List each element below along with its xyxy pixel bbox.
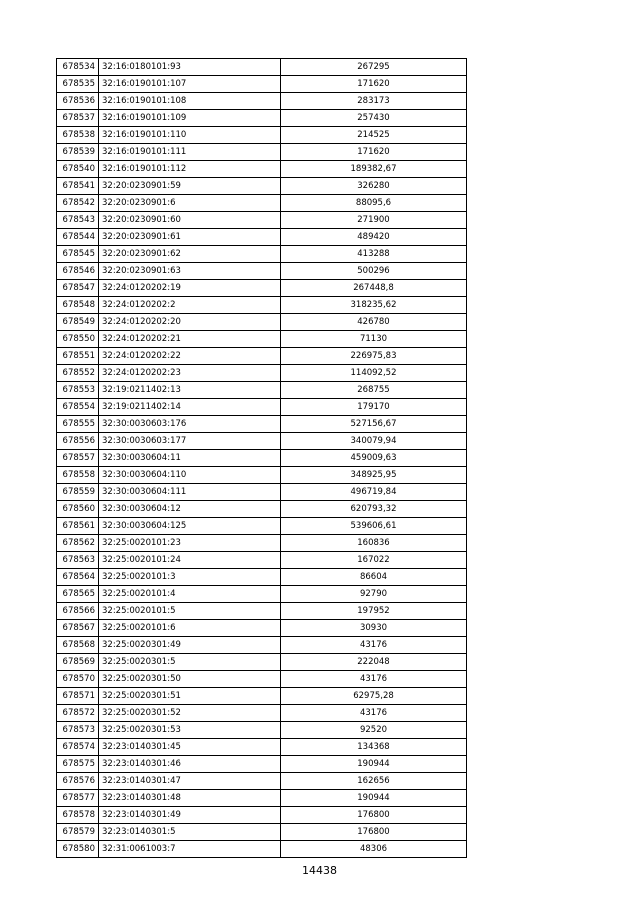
row-id-cell: 678547 [57,280,99,297]
value-cell: 326280 [281,178,467,195]
row-id-cell: 678558 [57,467,99,484]
value-cell: 162656 [281,773,467,790]
row-id-cell: 678534 [57,59,99,76]
row-id-cell: 678571 [57,688,99,705]
cadastral-number-cell: 32:30:0030604:11 [99,450,281,467]
value-cell: 340079,94 [281,433,467,450]
table-row [57,59,467,76]
value-cell: 92520 [281,722,467,739]
value-cell: 620793,32 [281,501,467,518]
table-row [57,773,467,790]
row-id-cell: 678568 [57,637,99,654]
table-row [57,535,467,552]
value-cell: 413288 [281,246,467,263]
cadastral-number-cell: 32:20:0230901:59 [99,178,281,195]
value-cell: 283173 [281,93,467,110]
cadastral-number-cell: 32:23:0140301:48 [99,790,281,807]
table-row [57,365,467,382]
row-id-cell: 678550 [57,331,99,348]
value-cell: 226975,83 [281,348,467,365]
table-row [57,229,467,246]
registry-table-body [57,59,467,858]
table-row [57,297,467,314]
cadastral-number-cell: 32:24:0120202:23 [99,365,281,382]
table-row [57,314,467,331]
table-row [57,518,467,535]
cadastral-number-cell: 32:20:0230901:6 [99,195,281,212]
row-id-cell: 678576 [57,773,99,790]
row-id-cell: 678555 [57,416,99,433]
row-id-cell: 678573 [57,722,99,739]
table-row [57,756,467,773]
table-row [57,705,467,722]
value-cell: 426780 [281,314,467,331]
row-id-cell: 678541 [57,178,99,195]
value-cell: 459009,63 [281,450,467,467]
cadastral-number-cell: 32:20:0230901:62 [99,246,281,263]
row-id-cell: 678570 [57,671,99,688]
cadastral-number-cell: 32:23:0140301:45 [99,739,281,756]
value-cell: 114092,52 [281,365,467,382]
table-row [57,161,467,178]
cadastral-number-cell: 32:20:0230901:60 [99,212,281,229]
table-row [57,127,467,144]
cadastral-number-cell: 32:23:0140301:47 [99,773,281,790]
row-id-cell: 678565 [57,586,99,603]
row-id-cell: 678562 [57,535,99,552]
registry-table [56,58,467,858]
row-id-cell: 678543 [57,212,99,229]
value-cell: 539606,61 [281,518,467,535]
value-cell: 214525 [281,127,467,144]
row-id-cell: 678575 [57,756,99,773]
table-row [57,467,467,484]
row-id-cell: 678544 [57,229,99,246]
cadastral-number-cell: 32:30:0030604:125 [99,518,281,535]
value-cell: 86604 [281,569,467,586]
table-row [57,331,467,348]
value-cell: 268755 [281,382,467,399]
value-cell: 30930 [281,620,467,637]
value-cell: 318235,62 [281,297,467,314]
cadastral-number-cell: 32:31:0061003:7 [99,841,281,858]
value-cell: 167022 [281,552,467,569]
cadastral-number-cell: 32:25:0020301:52 [99,705,281,722]
table-row [57,178,467,195]
table-row [57,93,467,110]
cadastral-number-cell: 32:30:0030604:12 [99,501,281,518]
value-cell: 160836 [281,535,467,552]
table-row [57,807,467,824]
cadastral-number-cell: 32:30:0030603:177 [99,433,281,450]
cadastral-number-cell: 32:25:0020101:4 [99,586,281,603]
table-row [57,382,467,399]
cadastral-number-cell: 32:25:0020101:23 [99,535,281,552]
row-id-cell: 678560 [57,501,99,518]
cadastral-number-cell: 32:24:0120202:22 [99,348,281,365]
value-cell: 62975,28 [281,688,467,705]
value-cell: 171620 [281,144,467,161]
cadastral-number-cell: 32:25:0020101:3 [99,569,281,586]
table-row [57,722,467,739]
table-row [57,654,467,671]
table-row [57,450,467,467]
row-id-cell: 678542 [57,195,99,212]
cadastral-number-cell: 32:25:0020101:24 [99,552,281,569]
value-cell: 176800 [281,824,467,841]
table-row [57,671,467,688]
row-id-cell: 678554 [57,399,99,416]
cadastral-number-cell: 32:25:0020301:50 [99,671,281,688]
row-id-cell: 678579 [57,824,99,841]
value-cell: 267448,8 [281,280,467,297]
row-id-cell: 678536 [57,93,99,110]
value-cell: 348925,95 [281,467,467,484]
table-row [57,552,467,569]
table-row [57,280,467,297]
cadastral-number-cell: 32:19:0211402:14 [99,399,281,416]
table-row [57,841,467,858]
row-id-cell: 678539 [57,144,99,161]
cadastral-number-cell: 32:23:0140301:46 [99,756,281,773]
row-id-cell: 678540 [57,161,99,178]
cadastral-number-cell: 32:23:0140301:5 [99,824,281,841]
table-row [57,212,467,229]
table-row [57,569,467,586]
row-id-cell: 678563 [57,552,99,569]
value-cell: 171620 [281,76,467,93]
table-row [57,144,467,161]
cadastral-number-cell: 32:16:0190101:110 [99,127,281,144]
page-number: 14438 [302,864,337,877]
value-cell: 190944 [281,790,467,807]
value-cell: 43176 [281,671,467,688]
row-id-cell: 678569 [57,654,99,671]
row-id-cell: 678566 [57,603,99,620]
table-row [57,637,467,654]
table-row [57,688,467,705]
cadastral-number-cell: 32:24:0120202:21 [99,331,281,348]
row-id-cell: 678564 [57,569,99,586]
value-cell: 176800 [281,807,467,824]
value-cell: 43176 [281,705,467,722]
row-id-cell: 678549 [57,314,99,331]
cadastral-number-cell: 32:24:0120202:20 [99,314,281,331]
table-row [57,484,467,501]
row-id-cell: 678559 [57,484,99,501]
value-cell: 267295 [281,59,467,76]
row-id-cell: 678556 [57,433,99,450]
cadastral-number-cell: 32:25:0020301:53 [99,722,281,739]
table-row [57,416,467,433]
cadastral-number-cell: 32:16:0180101:93 [99,59,281,76]
row-id-cell: 678551 [57,348,99,365]
row-id-cell: 678548 [57,297,99,314]
value-cell: 190944 [281,756,467,773]
table-row [57,263,467,280]
value-cell: 489420 [281,229,467,246]
row-id-cell: 678535 [57,76,99,93]
table-row [57,433,467,450]
value-cell: 222048 [281,654,467,671]
value-cell: 48306 [281,841,467,858]
value-cell: 271900 [281,212,467,229]
table-row [57,246,467,263]
row-id-cell: 678546 [57,263,99,280]
table-row [57,603,467,620]
table-row [57,110,467,127]
cadastral-number-cell: 32:20:0230901:61 [99,229,281,246]
value-cell: 43176 [281,637,467,654]
table-row [57,399,467,416]
table-row [57,586,467,603]
table-row [57,195,467,212]
value-cell: 179170 [281,399,467,416]
row-id-cell: 678561 [57,518,99,535]
value-cell: 88095,6 [281,195,467,212]
cadastral-number-cell: 32:25:0020301:49 [99,637,281,654]
table-row [57,790,467,807]
cadastral-number-cell: 32:20:0230901:63 [99,263,281,280]
cadastral-number-cell: 32:24:0120202:2 [99,297,281,314]
cadastral-number-cell: 32:25:0020301:5 [99,654,281,671]
value-cell: 527156,67 [281,416,467,433]
row-id-cell: 678567 [57,620,99,637]
table-row [57,620,467,637]
cadastral-number-cell: 32:25:0020101:5 [99,603,281,620]
row-id-cell: 678545 [57,246,99,263]
row-id-cell: 678574 [57,739,99,756]
row-id-cell: 678577 [57,790,99,807]
cadastral-number-cell: 32:16:0190101:111 [99,144,281,161]
row-id-cell: 678553 [57,382,99,399]
cadastral-number-cell: 32:23:0140301:49 [99,807,281,824]
cadastral-number-cell: 32:19:0211402:13 [99,382,281,399]
cadastral-number-cell: 32:16:0190101:108 [99,93,281,110]
cadastral-number-cell: 32:16:0190101:109 [99,110,281,127]
cadastral-number-cell: 32:30:0030604:110 [99,467,281,484]
cadastral-number-cell: 32:25:0020301:51 [99,688,281,705]
row-id-cell: 678572 [57,705,99,722]
value-cell: 496719,84 [281,484,467,501]
cadastral-number-cell: 32:24:0120202:19 [99,280,281,297]
row-id-cell: 678557 [57,450,99,467]
table-row [57,76,467,93]
table-row [57,739,467,756]
cadastral-number-cell: 32:25:0020101:6 [99,620,281,637]
value-cell: 257430 [281,110,467,127]
row-id-cell: 678552 [57,365,99,382]
value-cell: 134368 [281,739,467,756]
cadastral-number-cell: 32:16:0190101:112 [99,161,281,178]
value-cell: 71130 [281,331,467,348]
value-cell: 500296 [281,263,467,280]
cadastral-number-cell: 32:30:0030603:176 [99,416,281,433]
value-cell: 92790 [281,586,467,603]
value-cell: 197952 [281,603,467,620]
table-row [57,501,467,518]
table-row [57,348,467,365]
table-row [57,824,467,841]
row-id-cell: 678538 [57,127,99,144]
value-cell: 189382,67 [281,161,467,178]
cadastral-number-cell: 32:30:0030604:111 [99,484,281,501]
row-id-cell: 678537 [57,110,99,127]
cadastral-number-cell: 32:16:0190101:107 [99,76,281,93]
row-id-cell: 678578 [57,807,99,824]
row-id-cell: 678580 [57,841,99,858]
